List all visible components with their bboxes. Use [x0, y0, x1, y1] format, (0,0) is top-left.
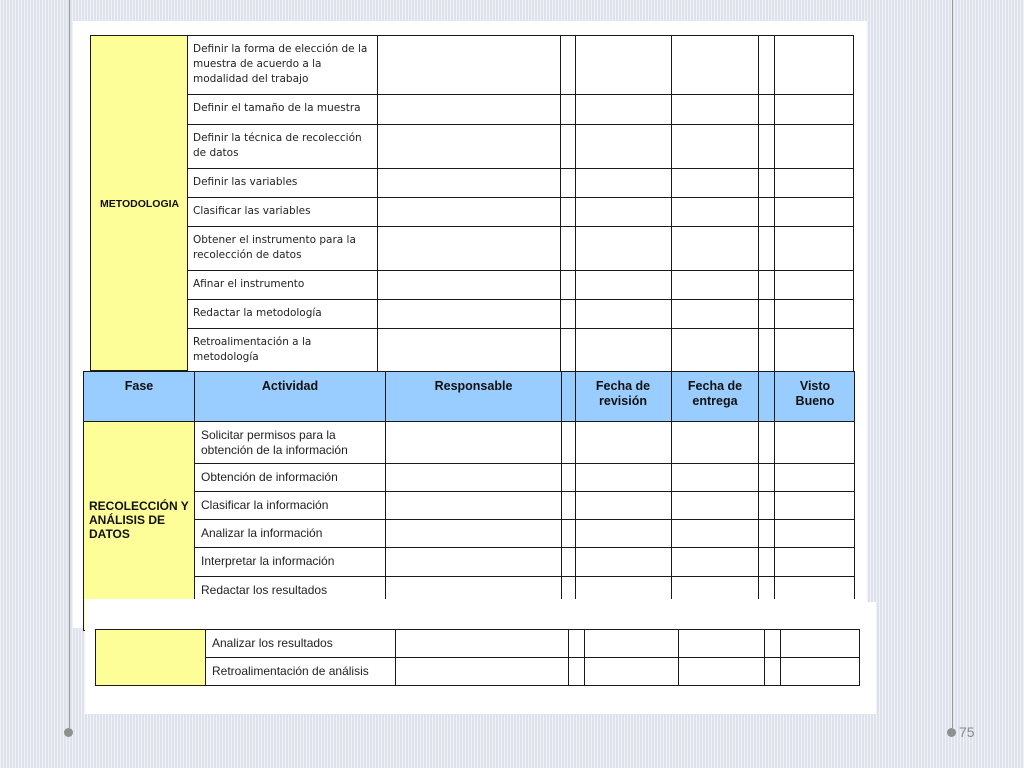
header-responsable-label: Responsable [434, 379, 513, 393]
responsable-column [377, 35, 561, 373]
activity-cell: Retroalimentación de análisis [205, 657, 396, 686]
activity-cell: Obtención de información [194, 463, 386, 492]
row-divider [377, 299, 854, 300]
header-fecha-entrega-label: Fecha de entrega [687, 379, 743, 408]
narrow-column [758, 35, 775, 373]
activity-cell: Definir las variables [187, 168, 378, 198]
row-divider [377, 94, 854, 95]
fecha-entrega-column [671, 35, 759, 373]
row-divider [385, 547, 855, 548]
table-sheet [73, 21, 867, 628]
activity-cell: Afinar el instrumento [187, 270, 378, 300]
row-divider [385, 576, 855, 577]
phase-label-recoleccion: RECOLECCIÓN Y ANÁLISIS DE DATOS [89, 499, 189, 541]
visto-bueno-column [774, 35, 854, 373]
activity-cell: Definir la forma de elección de la muestra de acuerdo a la modalidad del trabajo [187, 35, 378, 95]
activity-cell: Obtener el instrumento para la recolección de datos [187, 226, 378, 271]
row-divider [377, 124, 854, 125]
left-footer-dot [64, 728, 73, 737]
row-divider [385, 519, 855, 520]
fecha-revision-column [575, 35, 672, 373]
narrow-column [560, 35, 576, 373]
activity-cell: Solicitar permisos para la obtención de la información [194, 421, 386, 464]
activity-cell: Definir la técnica de recolección de datos [187, 124, 378, 169]
header-narrow [758, 371, 775, 422]
right-guide-line [952, 0, 953, 728]
activity-cell: Clasificar las variables [187, 197, 378, 227]
header-narrow [561, 371, 576, 422]
row-divider [385, 463, 855, 464]
header-actividad-label: Actividad [261, 379, 319, 393]
row-divider [377, 197, 854, 198]
phase-label-metodologia: METODOLOGIA [100, 198, 180, 210]
table-continuation-sheet [85, 602, 876, 714]
activity-cell: Redactar los resultados [194, 576, 386, 631]
row-divider [377, 270, 854, 271]
header-fecha-revision-label: Fecha de revisión [595, 379, 651, 408]
row-divider [377, 328, 854, 329]
row-divider [385, 491, 855, 492]
header-visto-bueno-label: Visto Bueno [795, 379, 835, 408]
activity-cell: Analizar la información [194, 519, 386, 548]
activity-cell: Retroalimentación a la metodología [187, 328, 378, 373]
right-footer-dot [947, 728, 956, 737]
left-guide-line [69, 0, 70, 728]
row-divider [395, 657, 860, 658]
row-divider [377, 168, 854, 169]
row-divider [377, 226, 854, 227]
page-number: 75 [959, 724, 975, 740]
activity-cell: Definir el tamaño de la muestra [187, 94, 378, 125]
header-fase-label: Fase [124, 379, 154, 393]
phase-cell-continuation [95, 629, 206, 686]
activity-cell: Interpretar la información [194, 547, 386, 577]
activity-cell: Analizar los resultados [205, 629, 396, 658]
activity-cell: Clasificar la información [194, 491, 386, 520]
activity-cell: Redactar la metodología [187, 299, 378, 329]
